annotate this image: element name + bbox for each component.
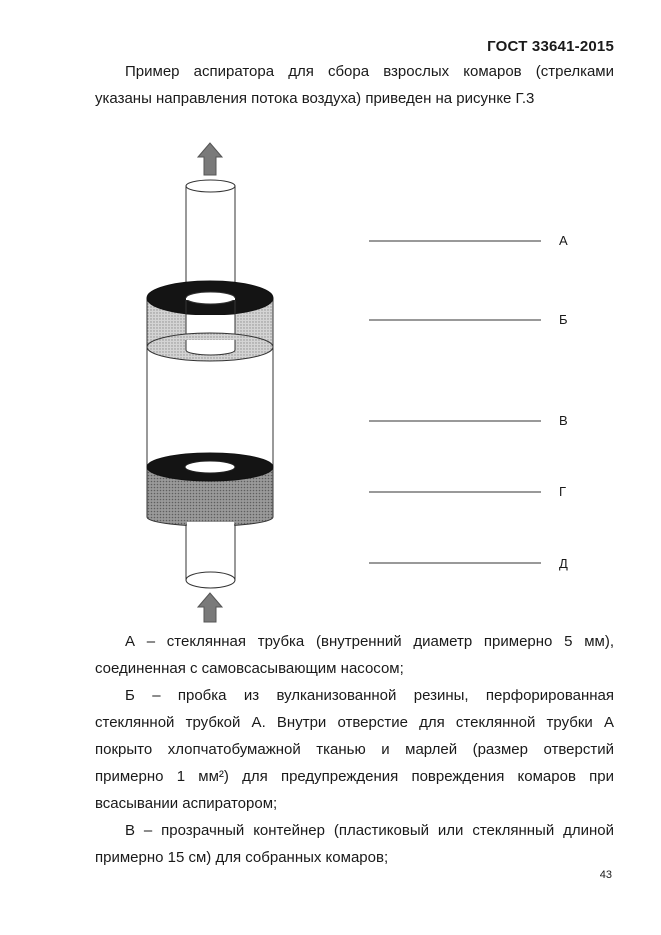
label-v: В [559,413,568,428]
lower-tube-d [186,522,235,588]
glass-tube-a [186,180,235,298]
legend-text-b: Б – пробка из вулканизованной резины, перфорированная стеклянной трубкой А. Внутри отверстие для стеклянной трубки А покрыто хлопчатобумажной тканью и марлей (размер отверстий примерно 1 мм²) для предупреждения повреждения комаров при всасывании аспиратором; [95,687,614,812]
transparent-container-v [147,347,273,467]
legend-item-a [95,628,614,682]
label-g: Г [559,484,567,499]
rubber-stopper-b [147,281,273,361]
label-a: А [559,233,568,248]
standard-code: ГОСТ 33641-2015 [487,38,614,55]
mesh-stopper-g [147,453,273,526]
legend-text-a: А – стеклянная трубка (внутренний диаметр примерно 5 мм), соединенная с самовсасывающим насосом; [95,633,614,677]
legend-text-v: В – прозрачный контейнер (пластиковый или стеклянный длиной примерно 15 см) для собранных комаров; [95,822,614,866]
label-b: Б [559,312,568,327]
page-number: 43 [599,869,612,881]
intro-text: Пример аспиратора для сбора взрослых комаров (стрелками указаны направления потока воздуха) приведен на рисунке Г.3 [95,63,614,107]
legend-item-b [95,682,614,817]
label-d: Д [559,556,568,571]
legend-item-v [95,817,614,871]
outflow-arrow-icon [198,143,222,175]
inflow-arrow-icon [198,593,222,622]
